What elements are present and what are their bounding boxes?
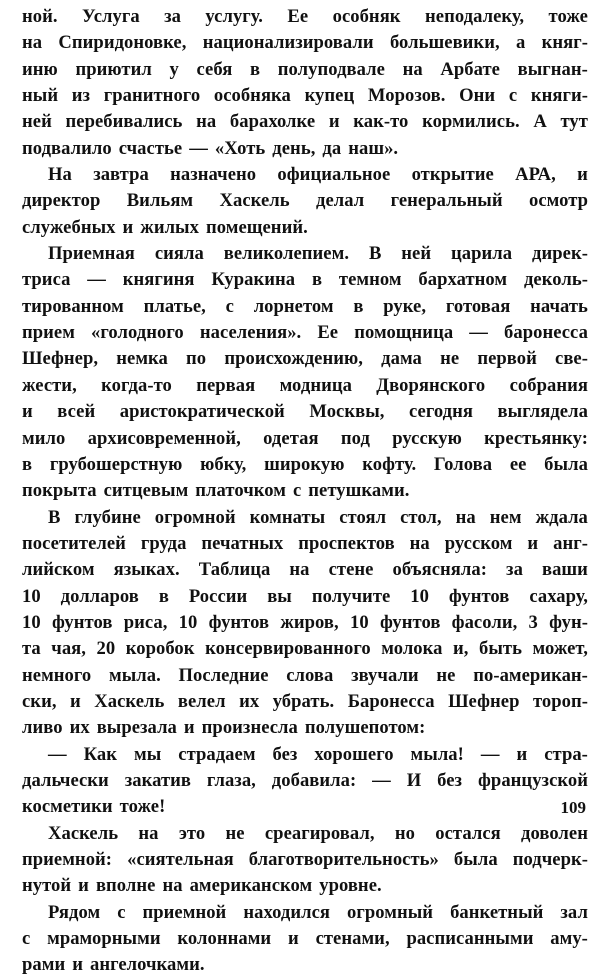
text-line: На завтра назначено официальное открытие АРА, и <box>48 164 588 186</box>
page-number: 109 <box>560 798 586 817</box>
text-line: с мраморными колоннами и стенами, расписанными аму- <box>22 928 588 950</box>
text-line: тированном платье, с лорнетом в руке, готовая начать <box>22 295 588 317</box>
text-line: на Спиридоновке, национализировали большевики, а княг- <box>22 32 588 54</box>
paragraph <box>22 241 588 504</box>
text-line: триса — княгиня Куракина в темном бархатном деколь- <box>22 269 588 291</box>
text-line: немного мыла. Последние слова звучали не по-американ- <box>22 664 588 686</box>
text-line: 10 фунтов риса, 10 фунтов жиров, 10 фунтов фасоли, 3 фун- <box>22 611 588 633</box>
paragraph <box>22 505 588 742</box>
text-line: Рядом с приемной находился огромный банкетный зал <box>48 901 588 923</box>
text-line: ски, и Хаскель велел их убрать. Баронесса Шефнер тороп- <box>22 690 588 712</box>
text-line: дальчески закатив глаза, добавила: — И без французской <box>22 769 588 791</box>
text-line: Хаскель на это не среагировал, но остался доволен <box>48 822 588 844</box>
text-line: ливо их вырезала и произнесла полушепотом: <box>22 717 426 739</box>
paragraph <box>22 900 588 979</box>
text-line: Шефнер, немка по происхождению, дама не первой све- <box>22 348 588 370</box>
text-line: Приемная сияла великолепием. В ней царила дирек- <box>48 243 588 265</box>
paragraph <box>22 742 588 821</box>
text-line: в грубошерстную юбку, широкую кофту. Голова ее была <box>22 453 588 475</box>
text-line: ней перебивались на барахолке и как-то кормились. А тут <box>22 111 588 133</box>
text-line: и всей аристократической Москвы, сегодня выглядела <box>22 401 588 423</box>
text-line: мило архисовременной, одетая под русскую крестьянку: <box>22 427 588 449</box>
text-line: служебных и жилых помещений. <box>22 216 308 238</box>
text-line: ный из гранитного особняка купец Морозов. Они с княги- <box>22 85 588 107</box>
text-line: рами и ангелочками. <box>22 954 205 976</box>
text-line: подвалило счастье — «Хоть день, да наш». <box>22 137 399 159</box>
text-line: иню приютил у себя в полуподвале на Арбате выгнан- <box>22 58 588 80</box>
text-line: та чая, 20 коробок консервированного молока и, быть может, <box>22 638 588 660</box>
text-line: покрыта ситцевым платочком с петушками. <box>22 480 410 502</box>
text-line: 10 долларов в России вы получите 10 фунтов сахару, <box>22 585 588 607</box>
text-line: посетителей груда печатных проспектов на русском и анг- <box>22 532 588 554</box>
text-line: лийском языках. Таблица на стене объясняла: за ваши <box>22 559 588 581</box>
text-line: — Как мы страдаем без хорошего мыла! — и стра- <box>48 743 588 765</box>
text-line: прием «голодного населения». Ее помощница — баронесса <box>22 322 588 344</box>
text-line: нутой и вполне на американском уровне. <box>22 875 382 897</box>
paragraph <box>22 821 588 900</box>
paragraph <box>22 162 588 241</box>
text-line: жести, когда-то первая модница Дворянского собрания <box>22 374 588 396</box>
page-text-body <box>22 4 588 979</box>
text-line: директор Вильям Хаскель делал генеральный осмотр <box>22 190 588 212</box>
text-line: приемной: «сиятельная благотворительность» была подчерк- <box>22 849 588 870</box>
paragraph <box>22 4 588 162</box>
text-line: ной. Услуга за услугу. Ее особняк неподалеку, тоже <box>22 6 588 27</box>
text-line: В глубине огромной комнаты стоял стол, на нем ждала <box>48 506 588 528</box>
text-line: косметики тоже! <box>22 796 166 818</box>
